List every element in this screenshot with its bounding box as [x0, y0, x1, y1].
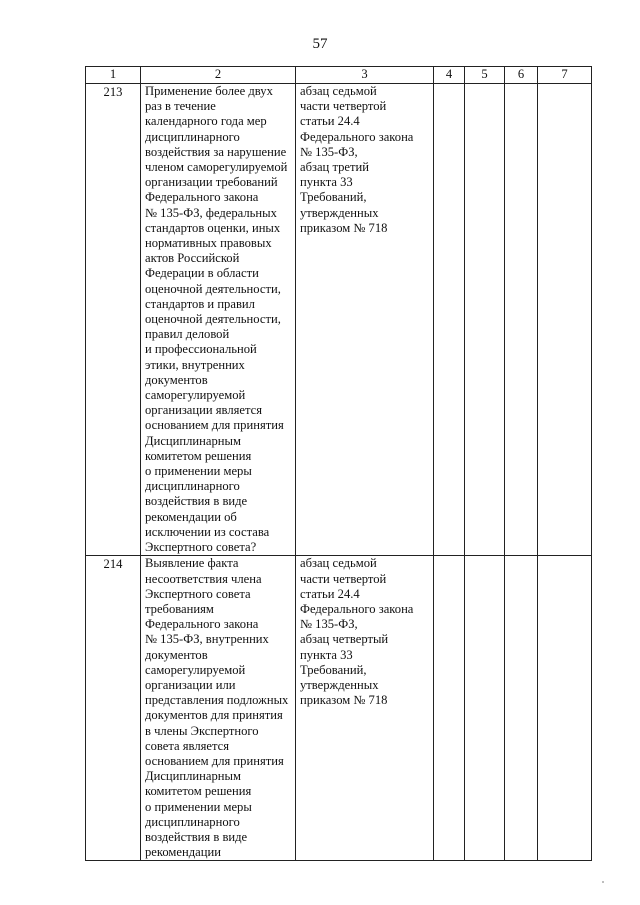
table-header-row	[86, 67, 592, 84]
reference-text: абзац седьмой части четвертой статьи 24.4 Федерального закона № 135-ФЗ, абзац четвертый пункта 33 Требований, утвержденных приказом № 718	[300, 556, 414, 708]
question-cell	[141, 84, 296, 556]
column-header: 6	[505, 67, 538, 84]
row-number: 214	[86, 556, 141, 861]
page-number: 57	[312, 36, 328, 52]
reference-cell	[296, 84, 434, 556]
question-cell	[141, 556, 296, 861]
reference-cell	[296, 556, 434, 861]
question-text: Применение более двух раз в течение календарного года мер дисциплинарного воздействия за нарушение членом саморегулируемой организации требований Федерального закона № 135-ФЗ, федеральных стандартов оценки, иных нормативных правовых актов Российской Федерации в области оценочной деятельности, стандартов и правил оценочной деятельности, правил деловой и профессиональной этики, внутренних документов саморегулируемой организации является основанием для принятия Дисциплинарным комитетом решения о применении меры дисциплинарного воздействия в виде рекомендации об исключении из состава Экспертного совета?	[145, 84, 288, 555]
empty-cell	[465, 556, 505, 861]
column-header: 7	[538, 67, 592, 84]
empty-cell	[465, 84, 505, 556]
reference-text: абзац седьмой части четвертой статьи 24.4 Федерального закона № 135-ФЗ, абзац третий пункта 33 Требований, утвержденных приказом № 718	[300, 84, 414, 235]
requirements-table	[85, 66, 592, 861]
empty-cell	[434, 84, 465, 556]
scan-speck	[602, 881, 604, 883]
column-header: 1	[86, 67, 141, 84]
question-text: Выявление факта несоответствия члена Экспертного совета требованиям Федерального закона № 135-ФЗ, внутренних документов саморегулируемой организации или представления подложных документов для принятия в члены Экспертного совета является основанием для принятия Дисциплинарным комитетом решения о применении меры дисциплинарного воздействия в виде рекомендации	[145, 556, 289, 860]
empty-cell	[505, 84, 538, 556]
table-row	[86, 84, 592, 556]
column-header: 4	[434, 67, 465, 84]
column-header: 3	[296, 67, 434, 84]
empty-cell	[538, 556, 592, 861]
table-row	[86, 556, 592, 861]
empty-cell	[434, 556, 465, 861]
column-header: 5	[465, 67, 505, 84]
column-header: 2	[141, 67, 296, 84]
empty-cell	[538, 84, 592, 556]
empty-cell	[505, 556, 538, 861]
row-number: 213	[86, 84, 141, 556]
